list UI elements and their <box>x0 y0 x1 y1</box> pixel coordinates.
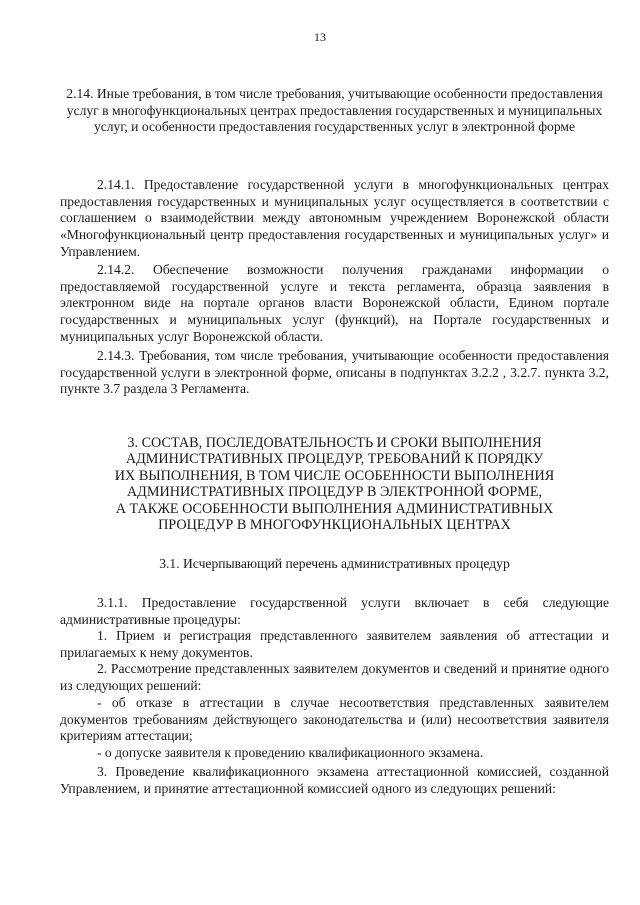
list-item-1-text: 1. Прием и регистрация представленного заявителем заявления об аттестации и прилагаемых к нему документов. <box>60 628 609 660</box>
section-3-heading-line-1: 3. СОСТАВ, ПОСЛЕДОВАТЕЛЬНОСТЬ И СРОКИ ВЫПОЛНЕНИЯ <box>127 435 542 451</box>
section-2-14-heading <box>60 86 609 136</box>
paragraph-2-14-1-text: 2.14.1. Предоставление государственной услуги в многофункциональных центрах предоставления государственных и муниципальных услуг осуществляется в соответствии с соглашением о взаимодействии между автономным учреждением Воронежской области «Многофункциональный центр предоставления государственных и муниципальных услуг» и Управлением. <box>60 177 609 259</box>
paragraph-2-14-1 <box>60 177 609 261</box>
list-item-2-option-b <box>60 745 609 762</box>
paragraph-2-14-2-text: 2.14.2. Обеспечение возможности получения гражданами информации о предоставляемой государственной услуге и текста регламента, образца заявления в электронном виде на портале органов власти Воронежской области, Едином портале государственных и муниципальных услуг (функций), на Портале государственных и муниципальных услуг Воронежской области. <box>60 262 609 344</box>
paragraph-2-14-2 <box>60 262 609 346</box>
list-item-2 <box>60 661 609 694</box>
paragraph-2-14-3 <box>60 348 609 398</box>
paragraph-2-14-3-text: 2.14.3. Требования, том числе требования, учитывающие особенности предоставления государственной услуги в электронной форме, описаны в подпунктах 3.2.2 , 3.2.7. пункта 3.2, пункте 3.7 раздела 3 Регламента. <box>60 348 609 397</box>
list-item-3 <box>60 764 609 797</box>
list-item-2-text: 2. Рассмотрение представленных заявителем документов и сведений и принятие одного из следующих решений: <box>60 661 609 693</box>
list-item-2-option-a-text: - об отказе в аттестации в случае несоответствия представленных заявителем документов требованиям действующего законодательства и (или) несоответствия заявителя критериям аттестации; <box>60 695 609 744</box>
list-item-2-option-a <box>60 695 609 745</box>
section-3-heading-line-4: АДМИНИСТРАТИВНЫХ ПРОЦЕДУР В ЭЛЕКТРОННОЙ ФОРМЕ, <box>126 484 543 501</box>
subsection-3-1-heading <box>60 556 609 573</box>
section-3-heading-line-5: А ТАКЖЕ ОСОБЕННОСТИ ВЫПОЛНЕНИЯ АДМИНИСТРАТИВНЫХ <box>115 500 554 517</box>
paragraph-3-1-1 <box>60 595 609 628</box>
section-3-heading-line-6: ПРОЦЕДУР В МНОГОФУНКЦИОНАЛЬНЫХ ЦЕНТРАХ <box>158 517 511 534</box>
section-3-heading <box>60 435 609 533</box>
section-2-14-heading-text: 2.14. Иные требования, в том числе требования, учитывающие особенности предоставления услуг в многофункциональных центрах предоставления государственных и муниципальных услуг, и особенности предоставления государственных услуг в электронной форме <box>66 86 603 135</box>
section-3-heading-line-2: АДМИНИСТРАТИВНЫХ ПРОЦЕДУР, ТРЕБОВАНИЙ К ПОРЯДКУ <box>125 451 544 468</box>
subsection-3-1-heading-text: 3.1. Исчерпывающий перечень административных процедур <box>159 556 510 571</box>
list-item-1 <box>60 628 609 661</box>
list-item-3-text: 3. Проведение квалификационного экзамена аттестационной комиссией, созданной Управлением, и принятие аттестационной комиссией одного из следующих решений: <box>60 764 609 796</box>
paragraph-3-1-1-text: 3.1.1. Предоставление государственной услуги включает в себя следующие административные процедуры: <box>60 595 609 627</box>
page-number: 13 <box>314 30 326 44</box>
list-item-2-option-b-text: - о допуске заявителя к проведению квалификационного экзамена. <box>97 745 484 760</box>
section-3-heading-line-3: ИХ ВЫПОЛНЕНИЯ, В ТОМ ЧИСЛЕ ОСОБЕННОСТИ ВЫПОЛНЕНИЯ <box>114 467 555 484</box>
